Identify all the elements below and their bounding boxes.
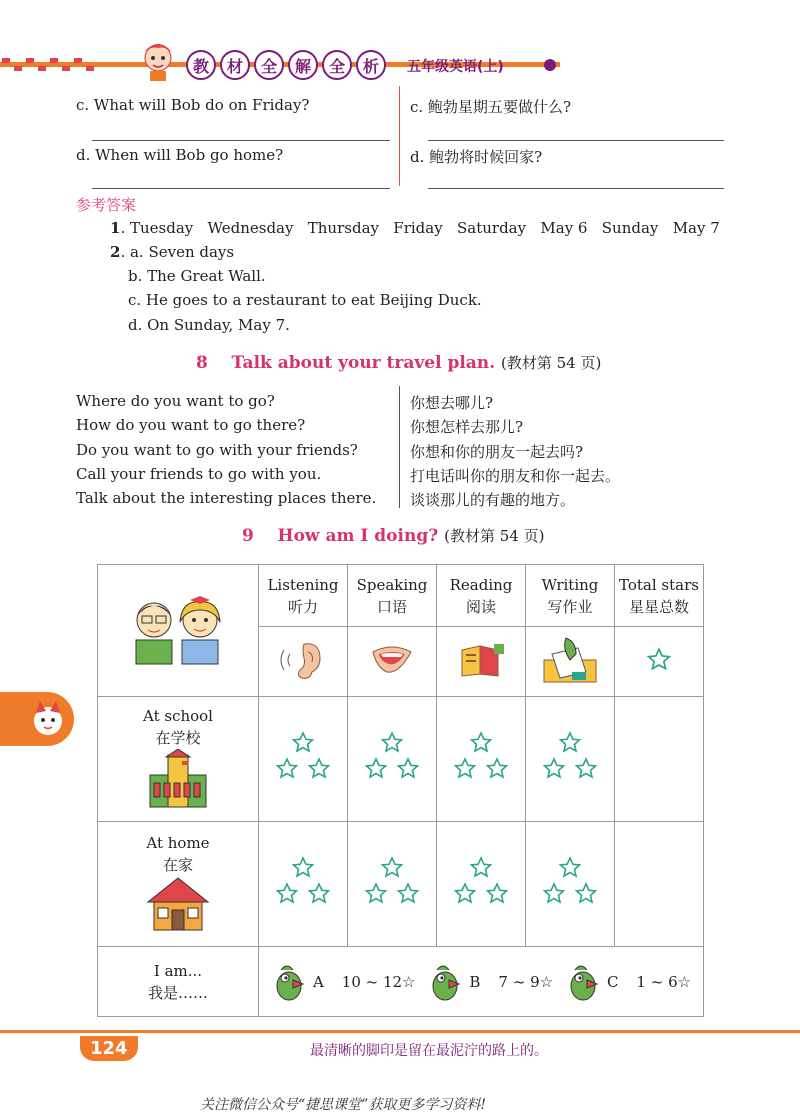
section8-title <box>196 352 601 373</box>
header-title-char: 教 <box>186 50 216 80</box>
total-empty-cell <box>615 822 704 947</box>
col-header-cn: 听力 <box>287 597 318 616</box>
answers-line1 <box>110 219 720 237</box>
answers-line2 <box>110 243 234 261</box>
footer-line <box>0 1030 800 1033</box>
s8-line-en: Talk about the interesting places there. <box>76 489 377 507</box>
three-stars-icon <box>451 729 511 785</box>
parrot-icon <box>565 962 601 1002</box>
mouth-icon <box>369 638 415 682</box>
col-header-en: Reading <box>449 575 513 594</box>
answer-line <box>92 188 390 189</box>
kids-icon <box>130 592 226 666</box>
mascot-girl-icon <box>134 36 182 84</box>
answers-heading: 参考答案 <box>76 196 137 214</box>
header-title-char: 材 <box>220 50 250 80</box>
col-header-en: Speaking <box>356 575 428 594</box>
footer-note: 关注微信公众号“捷思课堂”获取更多学习资料! <box>200 1097 486 1113</box>
row-header <box>98 697 259 822</box>
s8-line-en: Call your friends to go with you. <box>76 465 322 483</box>
star-group-cell <box>526 697 615 822</box>
book-icon <box>456 638 506 682</box>
col-header-en: Listening <box>267 575 339 594</box>
grade-range: 7 ~ 9☆ <box>498 972 554 991</box>
grade-letter: B <box>469 972 481 991</box>
s8-line-cn: 你想怎样去那儿? <box>410 418 524 436</box>
answers-line1-num: 1 <box>110 219 121 237</box>
col-header <box>348 565 437 627</box>
three-stars-icon <box>540 729 600 785</box>
three-stars-icon <box>362 729 422 785</box>
kids-cell <box>98 565 259 697</box>
section9-heading: How am I doing? <box>277 526 439 546</box>
star-group-cell <box>259 697 348 822</box>
three-stars-icon <box>451 854 511 910</box>
ear-cell <box>259 627 348 697</box>
self-assessment-table <box>97 564 704 1017</box>
section9-ref: (教材第 54 页) <box>444 527 545 545</box>
s8-line-en: Do you want to go with your friends? <box>76 441 358 459</box>
answer-line <box>428 188 724 189</box>
answer-line <box>428 140 724 141</box>
three-stars-icon <box>273 729 333 785</box>
header-title-char: 全 <box>322 50 352 80</box>
star-group-cell <box>259 822 348 947</box>
page-number: 124 <box>80 1036 138 1061</box>
row-header-cn: 在家 <box>162 856 193 874</box>
grade-item <box>271 962 416 1002</box>
row-header-en: At home <box>146 834 210 852</box>
three-stars-icon <box>362 854 422 910</box>
answers-d: d. On Sunday, May 7. <box>128 316 290 334</box>
col-header-cn: 星星总数 <box>628 597 689 616</box>
section8-num: 8 <box>196 353 208 373</box>
header-title-char: 解 <box>288 50 318 80</box>
result-header-en: I am... <box>153 961 203 980</box>
col-header-en: Writing <box>541 575 599 594</box>
star-group-cell <box>348 697 437 822</box>
writing-icon <box>542 636 598 684</box>
school-icon <box>148 749 208 809</box>
writing-cell <box>526 627 615 697</box>
star-group-cell <box>437 822 526 947</box>
answers-c: c. He goes to a restaurant to eat Beijing Duck. <box>128 291 482 309</box>
ear-icon <box>280 638 326 682</box>
footer-motto: 最清晰的脚印是留在最泥泞的路上的。 <box>310 1043 548 1059</box>
section9-num: 9 <box>242 526 254 546</box>
parrot-icon <box>427 962 463 1002</box>
three-stars-icon <box>540 854 600 910</box>
result-header <box>98 947 259 1017</box>
col-header <box>259 565 348 627</box>
row-header-en: At school <box>143 707 213 725</box>
col-header <box>615 565 704 627</box>
star-group-cell <box>526 822 615 947</box>
header-title-char: 全 <box>254 50 284 80</box>
section8-heading: Talk about your travel plan. <box>231 353 496 373</box>
s8-line-cn: 打电话叫你的朋友和你一起去。 <box>410 467 621 485</box>
mascot-cat-icon <box>28 699 68 739</box>
star-group-cell <box>348 822 437 947</box>
star-icon <box>646 647 672 673</box>
mouth-cell <box>348 627 437 697</box>
grade-letter: A <box>312 972 324 991</box>
three-stars-icon <box>273 854 333 910</box>
column-divider <box>399 86 400 186</box>
header-title <box>186 50 386 80</box>
house-icon <box>146 876 210 932</box>
grade-letter: C <box>606 972 619 991</box>
col-header <box>437 565 526 627</box>
result-grades <box>259 947 704 1017</box>
result-header-cn: 我是…… <box>147 983 208 1002</box>
s8-line-en: Where do you want to go? <box>76 392 275 410</box>
total-empty-cell <box>615 697 704 822</box>
header-subtitle: 五年级英语(上) <box>407 59 504 75</box>
answers-line1-text: . Tuesday Wednesday Thursday Friday Saturday May 6 Sunday May 7 <box>120 219 720 237</box>
total-star-cell <box>615 627 704 697</box>
col-header-cn: 口语 <box>376 597 407 616</box>
section9-title <box>242 525 544 546</box>
s8-line-en: How do you want to go there? <box>76 416 306 434</box>
question-d-en: d. When will Bob go home? <box>76 146 284 164</box>
star-group-cell <box>437 697 526 822</box>
book-cell <box>437 627 526 697</box>
answers-line2-text: . a. Seven days <box>120 243 235 261</box>
s8-line-cn: 你想和你的朋友一起去吗? <box>410 443 584 461</box>
col-header-cn: 写作业 <box>547 597 593 616</box>
col-header <box>526 565 615 627</box>
row-header <box>98 822 259 947</box>
section8-ref: (教材第 54 页) <box>501 354 602 372</box>
parrot-icon <box>271 962 307 1002</box>
header-title-char: 析 <box>356 50 386 80</box>
col-header-en: Total stars <box>619 575 699 594</box>
grade-range: 1 ~ 6☆ <box>636 972 692 991</box>
question-c-en: c. What will Bob do on Friday? <box>76 96 310 114</box>
side-tab <box>0 692 74 746</box>
grade-range: 10 ~ 12☆ <box>341 972 416 991</box>
s8-line-cn: 你想去哪儿? <box>410 394 494 412</box>
answers-b: b. The Great Wall. <box>128 267 266 285</box>
col-header-cn: 阅读 <box>465 597 496 616</box>
row-header-cn: 在学校 <box>155 729 201 747</box>
grade-item <box>427 962 553 1002</box>
answers-line2-num: 2 <box>110 243 121 261</box>
question-d-cn: d. 鲍勃将时候回家? <box>410 148 543 166</box>
column-divider <box>399 386 400 508</box>
grade-item <box>565 962 691 1002</box>
s8-line-cn: 谈谈那儿的有趣的地方。 <box>410 491 576 509</box>
answer-line <box>92 140 390 141</box>
question-c-cn: c. 鲍勃星期五要做什么? <box>410 98 571 116</box>
